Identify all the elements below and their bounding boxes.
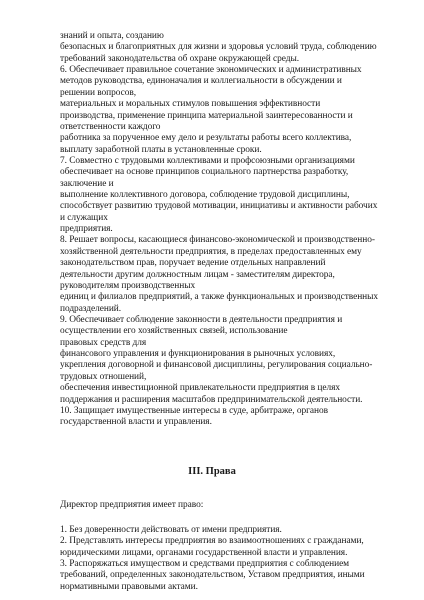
text-line: 1. Без доверенности действовать от имени предприятия. (60, 525, 282, 535)
text-line: единиц и филиалов предприятий, а также функциональных и производственных (60, 292, 379, 303)
text-line: трудовых отношений, (60, 371, 147, 382)
text-line: ответственности каждого (60, 121, 161, 132)
text-line: работника за порученное ему дело и результаты работы всего коллектива, (60, 133, 352, 144)
text-line: обеспечивает на основе принципов социального партнерства разработку, (60, 167, 349, 178)
text-line: требований, определенных законодательством, Уставом предприятия, иными (60, 570, 365, 581)
text-line: методов руководства, единоначалия и коллегиальности в обсуждении и (60, 76, 342, 87)
text-line: безопасных и благоприятных для жизни и здоровья условий труда, соблюдению (60, 42, 377, 53)
text-line: подразделений. (60, 303, 122, 314)
text-line: и служащих (60, 212, 108, 223)
text-line: законодательством прав, поручает ведение отдельных направлений (60, 258, 326, 269)
text-line: решении вопросов, (60, 87, 137, 98)
text-line: производства, применение принципа материальной заинтересованности и (60, 110, 353, 121)
text-line: 2. Представлять интересы предприятия во взаимоотношениях с гражданами, (60, 536, 364, 547)
text-line: 3. Распоряжаться имуществом и средствами предприятия с соблюдением (60, 558, 350, 569)
text-line: знаний и опыта, созданию (60, 31, 164, 41)
text-line: юридическими лицами, органами государственной власти и управления. (60, 547, 348, 558)
text-line: материальных и моральных стимулов повышения эффективности (60, 99, 321, 110)
text-line: осуществлении его хозяйственных связей, использование (60, 326, 288, 337)
text-line: 10. Защищает имущественные интересы в суде, арбитраже, органов (60, 405, 329, 416)
text-line: финансового управления и функционирования в рыночных условиях, (60, 349, 336, 360)
text-line: правовых средств для (60, 337, 147, 348)
text-line: деятельности другим должностным лицам - заместителям директора, (60, 269, 335, 280)
text-line: выполнение коллективного договора, соблюдение трудовой дисциплины, (60, 190, 350, 201)
text-line: хозяйственной деятельности предприятия, в пределах предоставленных ему (60, 246, 362, 257)
text-line: способствует развитию трудовой мотивации, инициативы и активности рабочих (60, 201, 378, 212)
text-line: поддержания и расширения масштабов предпринимательской деятельности. (60, 394, 363, 405)
text-line: 6. Обеспечивает правильное сочетание экономических и административных (60, 65, 362, 76)
text-line: укрепления договорной и финансовой дисциплины, регулирования социально- (60, 360, 373, 371)
section-heading: III. Права (188, 466, 236, 477)
text-line: нормативными правовыми актами. (60, 581, 198, 592)
text-line: заключение и (60, 178, 114, 189)
text-line: требований законодательства об охране окружающей среды. (60, 53, 300, 64)
text-line: государственной власти и управления. (60, 417, 212, 428)
text-line: выплату заработной платы в установленные сроки. (60, 144, 262, 155)
text-line: 8. Решает вопросы, касающиеся финансово-экономической и производственно- (60, 235, 375, 246)
intro-text: Директор предприятия имеет право: (60, 500, 204, 510)
text-line: 9. Обеспечивает соблюдение законности в деятельности предприятия и (60, 315, 343, 325)
text-line: предприятия. (60, 224, 113, 235)
text-line: 7. Совместно с трудовыми коллективами и профсоюзными организациями (60, 155, 355, 166)
text-line: руководителям производственных (60, 280, 196, 291)
text-line: обеспечения инвестиционной привлекательности предприятия в целях (60, 383, 340, 394)
